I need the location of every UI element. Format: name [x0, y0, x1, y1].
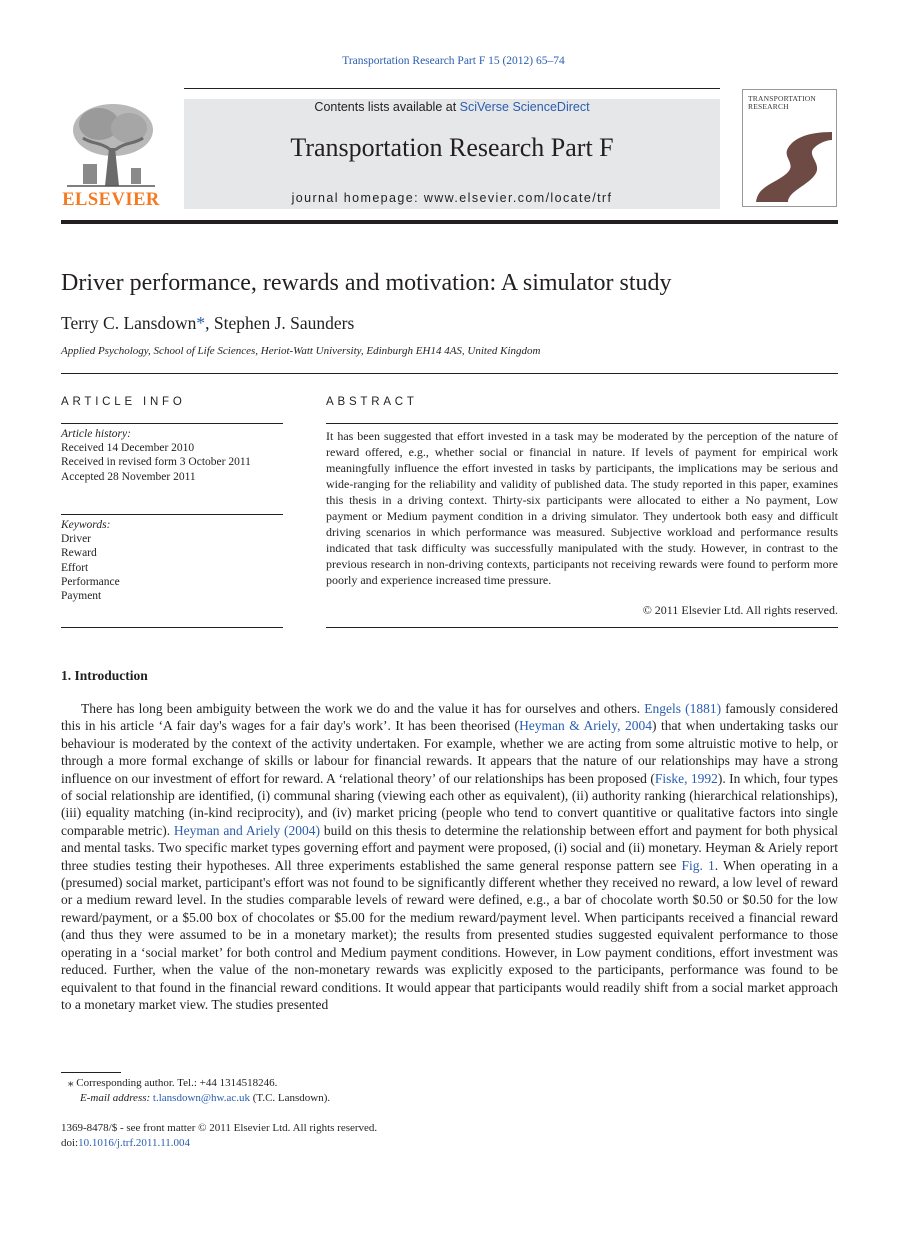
figure-link[interactable]: Fig. 1	[681, 857, 715, 873]
doi-line	[61, 1137, 190, 1149]
citation-link[interactable]: Heyman and Ariely (2004)	[173, 822, 321, 838]
intro-text: build on this thesis to determine the relationship between effort and payment for both physical and mental tasks. Two specific market types governing effort and payment were proposed, (i) social and (ii) monetary. Heyman & Ariely report three studies testing their hypotheses. All three experiments established the same general response pattern see	[61, 822, 838, 873]
citation-link[interactable]: Engels (1881)	[644, 701, 722, 716]
keywords	[61, 518, 283, 603]
cover-road-icon	[748, 130, 832, 202]
email-label: E-mail address:	[80, 1092, 151, 1104]
introduction-paragraph	[61, 700, 838, 1013]
abstract-rule-bottom	[326, 627, 838, 628]
keywords-label: Keywords:	[61, 519, 111, 531]
email-footnote	[80, 1092, 330, 1104]
journal-homepage[interactable]: journal homepage: www.elsevier.com/locate/trf	[291, 191, 613, 205]
abstract-rule-top	[326, 423, 838, 424]
history-accepted: Accepted 28 November 2011	[61, 470, 196, 483]
issn-line: 1369-8478/$ - see front matter © 2011 Elsevier Ltd. All rights reserved.	[61, 1122, 378, 1134]
first-author[interactable]: Terry C. Lansdown	[61, 313, 197, 333]
intro-text: ). In which, four types of social relationship are identified, (i) communal sharing (viewing each other as equivalent), (ii) authority ranking (hierarchical relationships), (iii) equality matching (in-kind reciprocity), and (iv) market pricing (people who tend to convert quantitive or qualitative factors into single comparable metric).	[61, 770, 838, 838]
cover-title: TRANSPORTATION RESEARCH	[748, 94, 817, 111]
sciencedirect-link[interactable]: SciVerse ScienceDirect	[459, 100, 590, 114]
contents-availability	[184, 100, 720, 114]
email-link[interactable]: t.lansdown@hw.ac.uk	[152, 1092, 251, 1104]
masthead-top-rule	[184, 88, 720, 89]
journal-title: Transportation Research Part F	[290, 133, 614, 162]
contents-prefix: Contents lists available at	[314, 100, 460, 114]
footnote-text: Corresponding author. Tel.: +44 1314518246.	[73, 1077, 278, 1089]
doi-link[interactable]: 10.1016/j.trf.2011.11.004	[78, 1137, 191, 1149]
history-received: Received 14 December 2010	[61, 442, 195, 455]
corresponding-author-mark[interactable]: *	[196, 313, 206, 333]
abstract-heading: ABSTRACT	[326, 396, 418, 408]
footnote-mark: ⁎	[68, 1077, 74, 1089]
article-info-heading: ARTICLE INFO	[61, 396, 186, 408]
author-list	[61, 313, 354, 334]
abstract-text: It has been suggested that effort invested in a task may be moderated by the perception of the nature of reward offered, e.g., whether social or financial in nature. If levels of payment for empirical work meaningfully influence the effort invested in tasks by participants, the implications may be serious and wide-ranging for the reliability and validity of published data. The study reported in this paper, examines this thesis in a driving context. Thirty-six participants were allocated to either a No payment, Low payment or Medium payment condition in a driving simulator. They undertook both easy and difficult driving scenarios in which performance was measured. Subjective workload and performance results indicated that task difficulty was successfully manipulated with the study. However, in contrast to the previous research in non-driving contexts, participants not receiving rewards were found to perform more poorly and experience increased time pressure.	[326, 429, 838, 587]
email-owner: (T.C. Lansdown).	[250, 1092, 331, 1104]
abstract-copyright: © 2011 Elsevier Ltd. All rights reserved.	[642, 603, 838, 617]
intro-text: ) that when undertaking tasks our behaviour is moderated by the context of the activity undertaken. For example, whether we are acting from some altruistic motive to help, or through a more formal exchange of skills or labour for financial rewards. It appears that the nature of our relationships may have a strong influence on our investment of effort for reward. A ‘relational theory’ of our relationships has been proposed (	[61, 718, 838, 786]
elsevier-wordmark[interactable]: ELSEVIER	[62, 190, 160, 210]
article-info-rule-middle	[61, 514, 283, 515]
keyword-item: Payment	[61, 590, 102, 603]
intro-text: . When operating in a (presumed) social market, participant's effort was not found to be significantly different whether they received no reward, a low level of reward or a medium reward level. In the studies comparable levels of reward were defined, e.g., a bar of chocolate worth $0.50 or $0.50 for the low reward/payment, or a $5.00 box of chocolates or $5.00 for the medium reward/payment level. When participants received a financial reward (and thus they were assumed to be in a monetary market); the results from presented studies suggested equivalent performance to those operating in a ‘social market’ for both control and Medium payment conditions. However, in Low payment conditions, effort investment was reduced. Further, when the value of the non-monetary rewards was explicitly exposed to the participants, performance was found to be equivalent to that found in the financial reward conditions. It would appear that participants would readily shift from a social market approach to a monetary market view. The studies presented	[61, 857, 839, 1012]
masthead-bottom-rule	[61, 220, 838, 224]
footnote-rule	[61, 1072, 121, 1073]
intro-text: There has long been ambiguity between the work we do and the value it has for ourselves and others.	[81, 701, 645, 716]
corresponding-author-footnote	[68, 1076, 277, 1089]
other-authors: , Stephen J. Saunders	[205, 313, 355, 333]
history-revised: Received in revised form 3 October 2011	[61, 456, 251, 469]
affiliation: Applied Psychology, School of Life Sciences, Heriot-Watt University, Edinburgh EH14 4AS, United Kingdom	[61, 345, 541, 357]
article-info-rule-top	[61, 423, 283, 424]
article-history	[61, 427, 283, 484]
article-title: Driver performance, rewards and motivation: A simulator study	[61, 270, 672, 296]
section-heading-introduction: 1. Introduction	[61, 668, 148, 683]
keyword-item: Reward	[61, 547, 97, 560]
article-info-rule-bottom	[61, 627, 283, 628]
citation-link[interactable]: Fiske, 1992	[654, 770, 718, 786]
doi-label: doi:	[61, 1137, 79, 1149]
history-label: Article history:	[61, 428, 131, 440]
keyword-item: Driver	[61, 533, 92, 546]
keyword-item: Effort	[61, 561, 89, 574]
journal-reference[interactable]: Transportation Research Part F 15 (2012) 65–74	[342, 55, 565, 67]
affiliation-rule	[61, 373, 838, 374]
citation-link[interactable]: Heyman & Ariely, 2004	[519, 718, 653, 734]
intro-text: famously considered this in his article ‘A fair day's wages for a fair day's work’. It has been theorised (	[61, 701, 839, 734]
keyword-item: Performance	[61, 575, 120, 588]
